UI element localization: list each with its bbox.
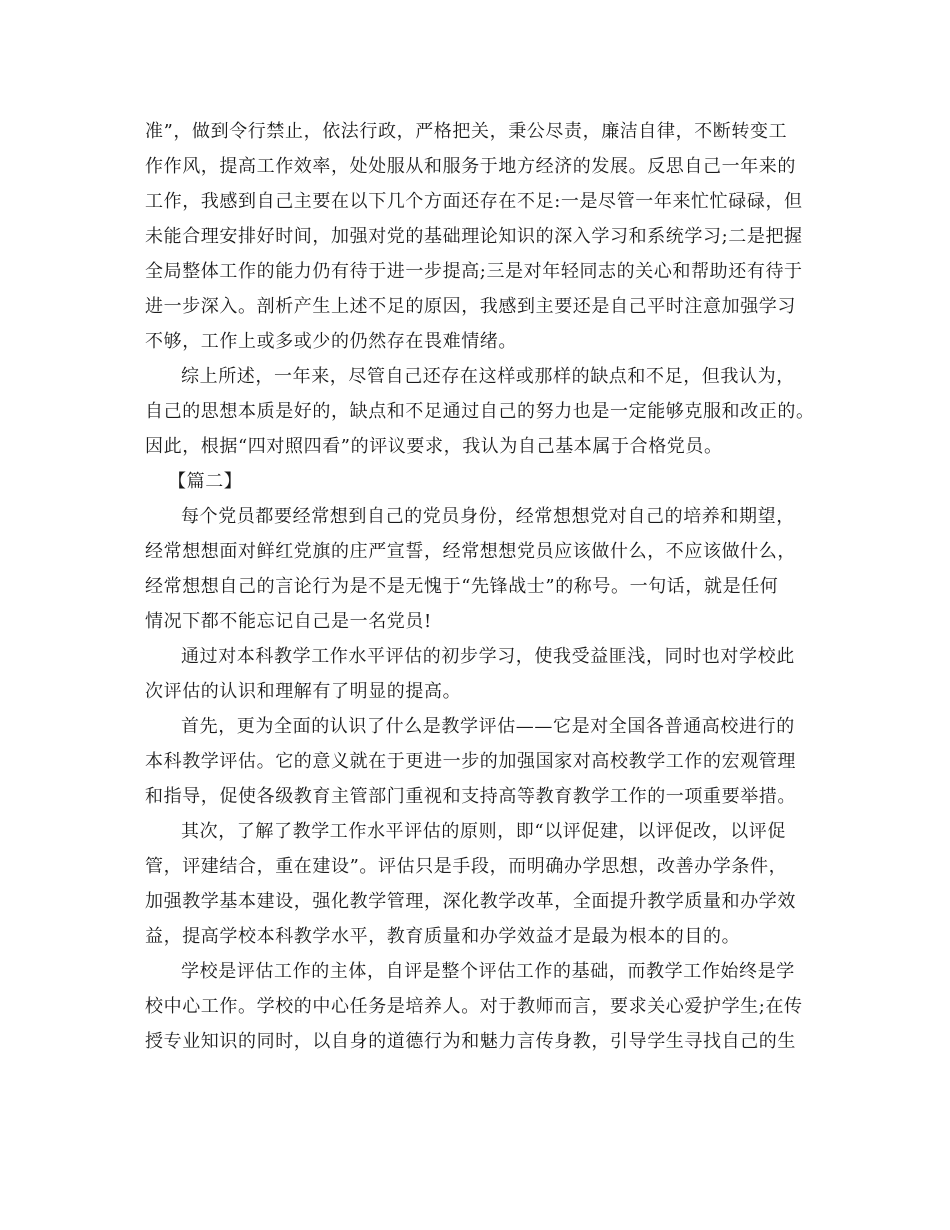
text-line: 因此，根据“四对照四看”的评议要求，我认为自己基本属于合格党员。 xyxy=(145,436,723,457)
text-line: 学校是评估工作的主体，自评是整个评估工作的基础，而教学工作始终是学 xyxy=(181,961,795,982)
text-line: 本科教学评估。它的意义就在于更进一步的加强国家对高校教学工作的宏观管理 xyxy=(145,751,796,772)
text-line: 首先，更为全面的认识了什么是教学评估——它是对全国各普通高校进行的 xyxy=(181,716,795,737)
text-line: 经常想想自己的言论行为是不是无愧于“先锋战士”的称号。一句话，就是任何 xyxy=(145,576,779,597)
text-line: 全局整体工作的能力仍有待于进一步提高;三是对年轻同志的关心和帮助还有待于 xyxy=(145,261,803,282)
text-line: 通过对本科教学工作水平评估的初步学习，使我受益匪浅，同时也对学校此 xyxy=(181,646,795,667)
text-line: 次评估的认识和理解有了明显的提高。 xyxy=(145,681,462,702)
text-line: 情况下都不能忘记自己是一名党员! xyxy=(145,611,432,632)
text-line: 准”，做到令行禁止，依法行政，严格把关，秉公尽责，廉洁自律，不断转变工 xyxy=(145,121,788,142)
text-line: 综上所述，一年来，尽管自己还存在这样或那样的缺点和不足，但我认为， xyxy=(181,366,795,387)
section-heading: 【篇二】 xyxy=(168,471,243,492)
text-line: 作作风，提高工作效率，处处服从和服务于地方经济的发展。反思自己一年来的 xyxy=(145,156,796,177)
text-line: 授专业知识的同时，以自身的道德行为和魅力言传身教，引导学生寻找自己的生 xyxy=(145,1031,796,1052)
text-line: 经常想想面对鲜红党旗的庄严宣誓，经常想想党员应该做什么，不应该做什么， xyxy=(145,541,796,562)
text-line: 不够，工作上或多或少的仍然存在畏难情绪。 xyxy=(145,331,517,352)
text-line: 加强教学基本建设，强化教学管理，深化教学改革，全面提升教学质量和办学效 xyxy=(145,891,796,912)
text-line: 每个党员都要经常想到自己的党员身份，经常想想党对自己的培养和期望， xyxy=(181,506,795,527)
text-line: 和指导，促使各级教育主管部门重视和支持高等教育教学工作的一项重要举措。 xyxy=(145,786,796,807)
text-line: 进一步深入。剖析产生上述不足的原因，我感到主要还是自己平时注意加强学习 xyxy=(145,296,796,317)
text-line: 校中心工作。学校的中心任务是培养人。对于教师而言，要求关心爱护学生;在传 xyxy=(145,996,803,1017)
text-line: 自己的思想本质是好的，缺点和不足通过自己的努力也是一定能够克服和改正的。 xyxy=(145,401,815,422)
text-line: 其次，了解了教学工作水平评估的原则，即“以评促建，以评促改，以评促 xyxy=(181,821,786,842)
text-line: 未能合理安排好时间，加强对党的基础理论知识的深入学习和系统学习;二是把握 xyxy=(145,226,803,247)
text-line: 益，提高学校本科教学水平，教育质量和办学效益才是最为根本的目的。 xyxy=(145,926,741,947)
text-line: 管，评建结合，重在建设”。评估只是手段，而明确办学思想，改善办学条件， xyxy=(145,856,788,877)
text-line: 工作，我感到自己主要在以下几个方面还存在不足:一是尽管一年来忙忙碌碌，但 xyxy=(145,191,803,212)
